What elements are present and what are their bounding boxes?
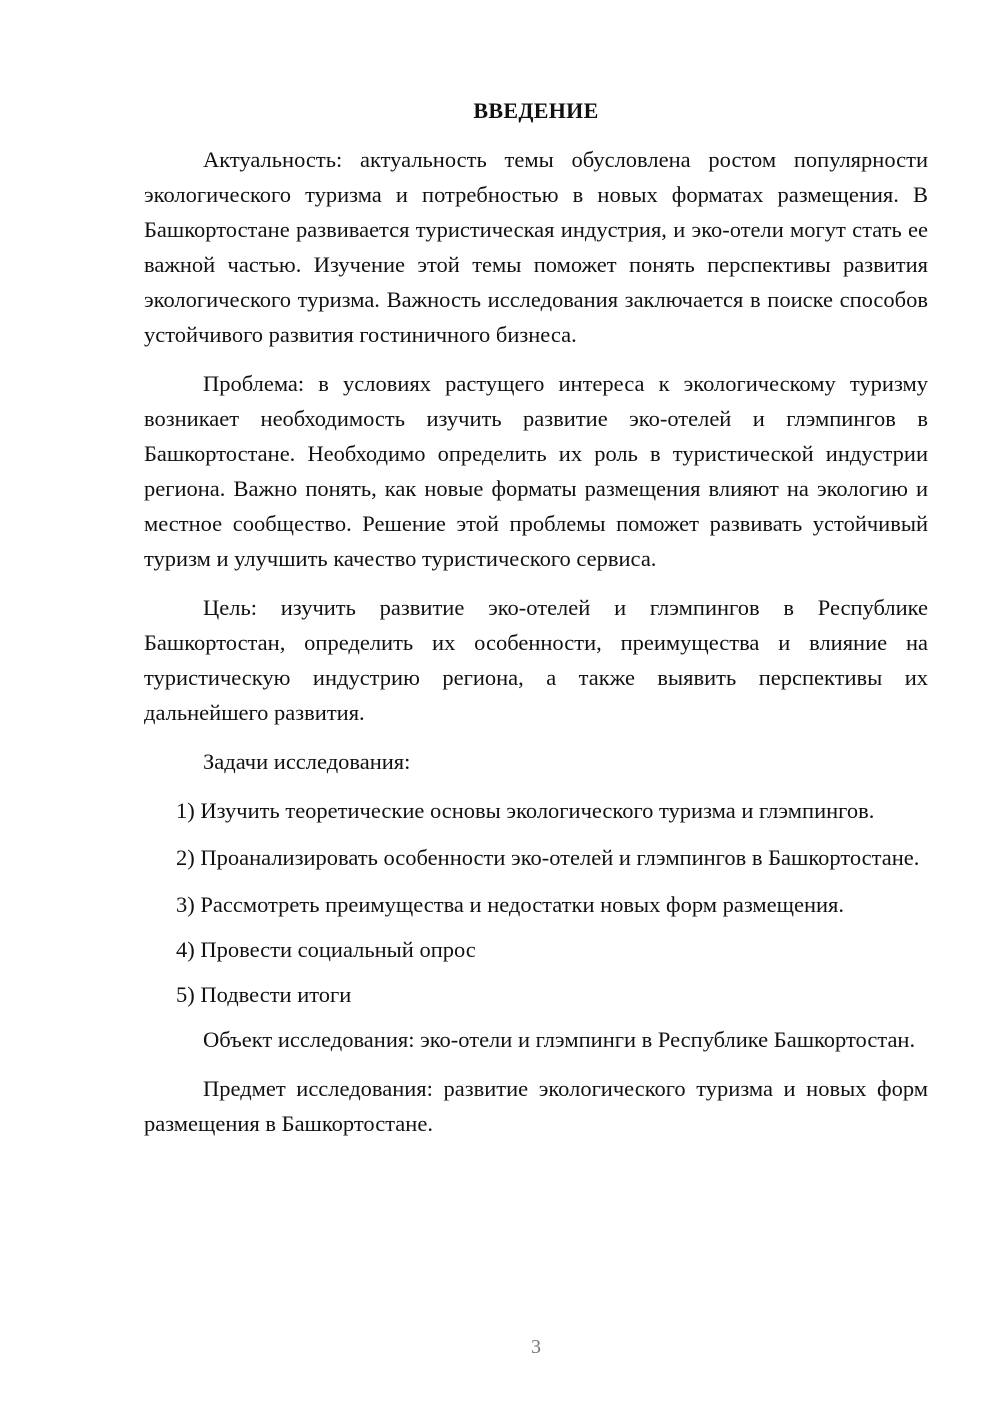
tasks-heading: Задачи исследования: [203,749,411,774]
task-item-5: 5) Подвести итоги [176,982,352,1007]
page-heading: ВВЕДЕНИЕ [473,98,599,123]
goal-paragraph: Цель: изучить развитие эко-отелей и глэмпингов в Республике Башкортостан, определить их особенности, преимущества и влияние на туристическую индустрию региона, а также выявить перспективы их дальнейшего развития. [144,595,928,725]
subject-paragraph: Предмет исследования: развитие экологического туризма и новых форм размещения в Башкортостане. [144,1076,928,1136]
task-item-1: 1) Изучить теоретические основы экологического туризма и глэмпингов. [176,798,875,823]
task-item-3: 3) Рассмотреть преимущества и недостатки новых форм размещения. [176,892,845,917]
relevance-paragraph: Актуальность: актуальность темы обусловлена ростом популярности экологического туризма и потребностью в новых форматах размещения. В Башкортостане развивается туристическая индустрия, и эко-отели могут стать ее важной частью. Изучение этой темы поможет понять перспективы развития экологического туризма. Важность исследования заключается в поиске способов устойчивого развития гостиничного бизнеса. [144,147,928,347]
object-paragraph: Объект исследования: эко-отели и глэмпинги в Республике Башкортостан. [203,1027,916,1052]
problem-paragraph: Проблема: в условиях растущего интереса к экологическому туризму возникает необходимость изучить развитие эко-отелей и глэмпингов в Башкортостане. Необходимо определить их роль в туристической индустрии региона. Важно понять, как новые форматы размещения влияют на экологию и местное сообщество. Решение этой проблемы поможет развивать устойчивый туризм и улучшить качество туристического сервиса. [144,371,928,571]
page-number: 3 [531,1336,541,1358]
task-item-4: 4) Провести социальный опрос [176,937,476,962]
page-content [144,96,928,1155]
task-item-2: 2) Проанализировать особенности эко-отелей и глэмпингов в Башкортостане. [176,845,920,870]
